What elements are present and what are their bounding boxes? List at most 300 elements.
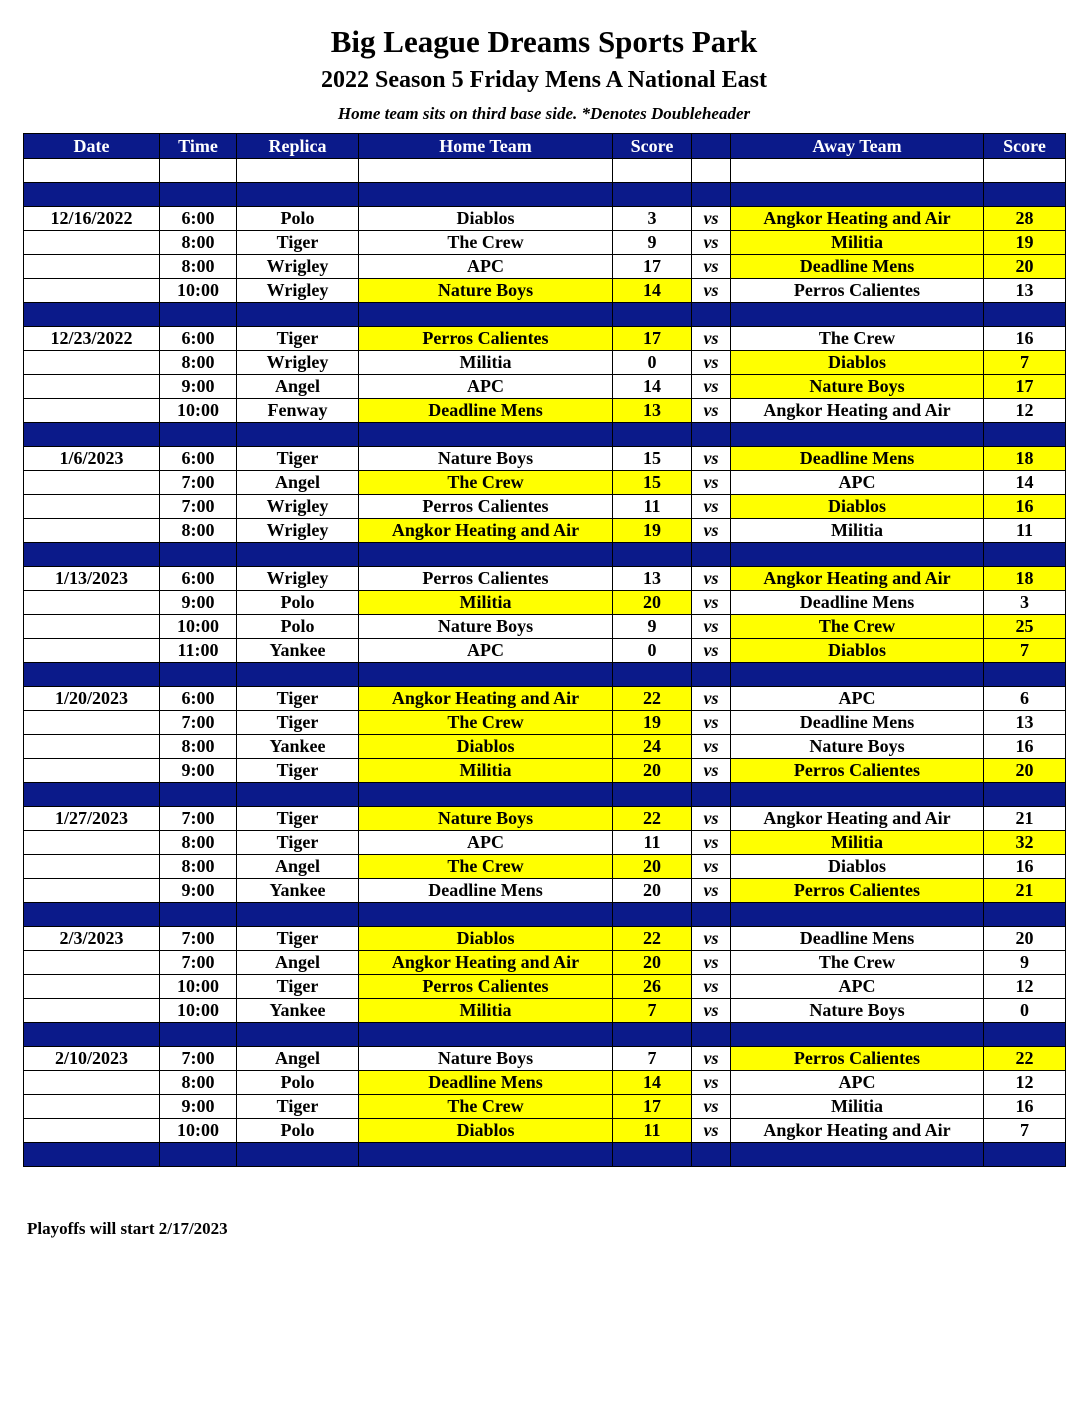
game-row: [24, 591, 1066, 615]
game-time: 10:00: [160, 399, 237, 423]
game-row: [24, 1119, 1066, 1143]
separator-band: [24, 1023, 1066, 1047]
away-team: Deadline Mens: [731, 447, 984, 471]
away-team: Nature Boys: [731, 999, 984, 1023]
away-team: APC: [731, 975, 984, 999]
away-score: 16: [984, 327, 1066, 351]
vs-label: vs: [692, 807, 731, 831]
away-score: 18: [984, 567, 1066, 591]
vs-label: vs: [692, 351, 731, 375]
away-team: Angkor Heating and Air: [731, 567, 984, 591]
game-replica-field: Wrigley: [237, 567, 359, 591]
vs-label: vs: [692, 879, 731, 903]
game-replica-field: Angel: [237, 375, 359, 399]
game-time: 11:00: [160, 639, 237, 663]
game-time: 9:00: [160, 1095, 237, 1119]
away-score: 22: [984, 1047, 1066, 1071]
away-score: 18: [984, 447, 1066, 471]
vs-label: vs: [692, 975, 731, 999]
game-row: [24, 279, 1066, 303]
away-team: APC: [731, 687, 984, 711]
separator-band: [24, 423, 1066, 447]
page-title: Big League Dreams Sports Park: [330, 24, 758, 59]
away-score: 16: [984, 855, 1066, 879]
game-replica-field: Polo: [237, 1119, 359, 1143]
home-team: Diablos: [359, 927, 613, 951]
home-score: 14: [613, 279, 692, 303]
column-header-away-score: Score: [984, 134, 1066, 159]
home-team: Nature Boys: [359, 1047, 613, 1071]
away-team: The Crew: [731, 615, 984, 639]
away-team: Nature Boys: [731, 735, 984, 759]
game-time: 7:00: [160, 1047, 237, 1071]
game-date-empty: [24, 1095, 160, 1119]
home-team: Militia: [359, 999, 613, 1023]
vs-label: vs: [692, 639, 731, 663]
home-score: 13: [613, 567, 692, 591]
away-score: 21: [984, 807, 1066, 831]
game-date-empty: [24, 255, 160, 279]
game-replica-field: Tiger: [237, 711, 359, 735]
home-score: 20: [613, 855, 692, 879]
home-team: Deadline Mens: [359, 1071, 613, 1095]
column-header-home-team: Home Team: [359, 134, 613, 159]
home-score: 14: [613, 375, 692, 399]
game-row: [24, 807, 1066, 831]
home-score: 15: [613, 471, 692, 495]
home-score: 24: [613, 735, 692, 759]
vs-label: vs: [692, 471, 731, 495]
game-time: 7:00: [160, 807, 237, 831]
game-replica-field: Tiger: [237, 807, 359, 831]
away-team: Angkor Heating and Air: [731, 207, 984, 231]
away-team: Deadline Mens: [731, 591, 984, 615]
game-row: [24, 831, 1066, 855]
game-row: [24, 447, 1066, 471]
vs-label: vs: [692, 711, 731, 735]
game-row: [24, 1071, 1066, 1095]
game-time: 10:00: [160, 615, 237, 639]
separator-band: [24, 303, 1066, 327]
game-time: 8:00: [160, 255, 237, 279]
away-team: Perros Calientes: [731, 279, 984, 303]
away-score: 16: [984, 1095, 1066, 1119]
game-time: 8:00: [160, 231, 237, 255]
game-replica-field: Tiger: [237, 327, 359, 351]
home-team: Perros Calientes: [359, 567, 613, 591]
game-row: [24, 687, 1066, 711]
game-row: [24, 567, 1066, 591]
separator-band: [24, 783, 1066, 807]
game-date-empty: [24, 975, 160, 999]
away-team: Militia: [731, 1095, 984, 1119]
vs-label: vs: [692, 855, 731, 879]
game-row: [24, 639, 1066, 663]
separator-band: [24, 903, 1066, 927]
home-team: Diablos: [359, 207, 613, 231]
home-score: 17: [613, 1095, 692, 1119]
vs-label: vs: [692, 1071, 731, 1095]
vs-label: vs: [692, 735, 731, 759]
home-score: 9: [613, 231, 692, 255]
game-time: 8:00: [160, 519, 237, 543]
game-date-empty: [24, 999, 160, 1023]
playoffs-note: Playoffs will start 2/17/2023: [27, 1219, 228, 1238]
vs-label: vs: [692, 447, 731, 471]
game-date: 12/23/2022: [24, 327, 160, 351]
away-team: Perros Calientes: [731, 759, 984, 783]
home-team: The Crew: [359, 231, 613, 255]
game-row: [24, 1095, 1066, 1119]
home-team: Deadline Mens: [359, 399, 613, 423]
home-score: 19: [613, 711, 692, 735]
column-header-vs: [692, 134, 731, 159]
away-score: 28: [984, 207, 1066, 231]
away-score: 9: [984, 951, 1066, 975]
game-row: [24, 495, 1066, 519]
away-score: 12: [984, 399, 1066, 423]
home-team: Diablos: [359, 735, 613, 759]
away-team: Diablos: [731, 495, 984, 519]
schedule-body: [24, 159, 1066, 1167]
away-team: Diablos: [731, 639, 984, 663]
schedule-note: Home team sits on third base side. *Denotes Doubleheader: [337, 104, 751, 123]
game-row: [24, 735, 1066, 759]
home-team: Diablos: [359, 1119, 613, 1143]
away-score: 25: [984, 615, 1066, 639]
away-score: 19: [984, 231, 1066, 255]
game-date-empty: [24, 399, 160, 423]
game-row: [24, 351, 1066, 375]
away-score: 20: [984, 927, 1066, 951]
game-time: 7:00: [160, 951, 237, 975]
separator-band: [24, 543, 1066, 567]
home-score: 17: [613, 255, 692, 279]
away-score: 11: [984, 519, 1066, 543]
away-team: Angkor Heating and Air: [731, 1119, 984, 1143]
away-team: Nature Boys: [731, 375, 984, 399]
game-time: 10:00: [160, 1119, 237, 1143]
game-time: 6:00: [160, 447, 237, 471]
page-subtitle: 2022 Season 5 Friday Mens A National East: [320, 67, 768, 93]
home-team: Nature Boys: [359, 447, 613, 471]
game-time: 9:00: [160, 591, 237, 615]
game-date-empty: [24, 1119, 160, 1143]
game-row: [24, 615, 1066, 639]
game-date-empty: [24, 831, 160, 855]
game-row: [24, 999, 1066, 1023]
game-date-empty: [24, 375, 160, 399]
home-score: 20: [613, 591, 692, 615]
game-date: 2/3/2023: [24, 927, 160, 951]
home-team: Nature Boys: [359, 279, 613, 303]
separator-band: [24, 1143, 1066, 1167]
away-team: Perros Calientes: [731, 1047, 984, 1071]
vs-label: vs: [692, 687, 731, 711]
game-replica-field: Polo: [237, 615, 359, 639]
home-team: Nature Boys: [359, 807, 613, 831]
away-team: APC: [731, 471, 984, 495]
game-date-empty: [24, 951, 160, 975]
game-date-empty: [24, 711, 160, 735]
home-team: Nature Boys: [359, 615, 613, 639]
away-score: 16: [984, 495, 1066, 519]
game-replica-field: Polo: [237, 207, 359, 231]
game-date-empty: [24, 615, 160, 639]
game-replica-field: Wrigley: [237, 495, 359, 519]
vs-label: vs: [692, 255, 731, 279]
home-team: Angkor Heating and Air: [359, 519, 613, 543]
vs-label: vs: [692, 207, 731, 231]
vs-label: vs: [692, 519, 731, 543]
game-date: 1/6/2023: [24, 447, 160, 471]
game-replica-field: Wrigley: [237, 519, 359, 543]
away-score: 14: [984, 471, 1066, 495]
away-score: 0: [984, 999, 1066, 1023]
home-score: 7: [613, 1047, 692, 1071]
away-score: 7: [984, 639, 1066, 663]
home-score: 15: [613, 447, 692, 471]
home-team: APC: [359, 255, 613, 279]
game-row: [24, 207, 1066, 231]
away-score: 13: [984, 279, 1066, 303]
game-time: 8:00: [160, 1071, 237, 1095]
game-date-empty: [24, 759, 160, 783]
home-team: Perros Calientes: [359, 975, 613, 999]
game-replica-field: Yankee: [237, 735, 359, 759]
game-time: 7:00: [160, 471, 237, 495]
game-date: 1/27/2023: [24, 807, 160, 831]
game-date-empty: [24, 1071, 160, 1095]
home-score: 20: [613, 879, 692, 903]
home-score: 19: [613, 519, 692, 543]
vs-label: vs: [692, 567, 731, 591]
game-replica-field: Wrigley: [237, 279, 359, 303]
home-team: Deadline Mens: [359, 879, 613, 903]
away-team: Deadline Mens: [731, 711, 984, 735]
game-row: [24, 951, 1066, 975]
away-team: The Crew: [731, 951, 984, 975]
game-row: [24, 519, 1066, 543]
column-header-replica: Replica: [237, 134, 359, 159]
away-score: 7: [984, 351, 1066, 375]
game-row: [24, 879, 1066, 903]
game-time: 6:00: [160, 567, 237, 591]
game-date: 1/20/2023: [24, 687, 160, 711]
game-time: 8:00: [160, 855, 237, 879]
away-score: 3: [984, 591, 1066, 615]
home-score: 13: [613, 399, 692, 423]
game-date: 2/10/2023: [24, 1047, 160, 1071]
game-date-empty: [24, 231, 160, 255]
game-replica-field: Yankee: [237, 639, 359, 663]
game-row: [24, 255, 1066, 279]
game-replica-field: Polo: [237, 591, 359, 615]
away-team: Militia: [731, 831, 984, 855]
game-time: 8:00: [160, 351, 237, 375]
column-header-home-score: Score: [613, 134, 692, 159]
table-header-row: [24, 134, 1066, 159]
away-team: Deadline Mens: [731, 927, 984, 951]
game-row: [24, 855, 1066, 879]
game-row: [24, 711, 1066, 735]
game-replica-field: Yankee: [237, 879, 359, 903]
game-date-empty: [24, 855, 160, 879]
game-time: 6:00: [160, 327, 237, 351]
game-time: 8:00: [160, 831, 237, 855]
home-team: APC: [359, 639, 613, 663]
game-row: [24, 375, 1066, 399]
game-replica-field: Tiger: [237, 687, 359, 711]
away-score: 12: [984, 1071, 1066, 1095]
vs-label: vs: [692, 495, 731, 519]
game-date: 1/13/2023: [24, 567, 160, 591]
separator-band: [24, 183, 1066, 207]
game-time: 9:00: [160, 759, 237, 783]
vs-label: vs: [692, 615, 731, 639]
game-row: [24, 1047, 1066, 1071]
game-time: 7:00: [160, 927, 237, 951]
vs-label: vs: [692, 927, 731, 951]
away-team: Militia: [731, 519, 984, 543]
game-replica-field: Angel: [237, 951, 359, 975]
column-header-date: Date: [24, 134, 160, 159]
game-replica-field: Fenway: [237, 399, 359, 423]
column-header-time: Time: [160, 134, 237, 159]
home-score: 0: [613, 639, 692, 663]
away-score: 17: [984, 375, 1066, 399]
game-date-empty: [24, 591, 160, 615]
vs-label: vs: [692, 1047, 731, 1071]
game-time: 9:00: [160, 375, 237, 399]
game-time: 10:00: [160, 975, 237, 999]
schedule-table: [23, 133, 1066, 1167]
away-team: Militia: [731, 231, 984, 255]
away-score: 6: [984, 687, 1066, 711]
game-row: [24, 471, 1066, 495]
vs-label: vs: [692, 1119, 731, 1143]
game-replica-field: Wrigley: [237, 255, 359, 279]
vs-label: vs: [692, 591, 731, 615]
home-team: The Crew: [359, 1095, 613, 1119]
home-score: 11: [613, 1119, 692, 1143]
game-time: 8:00: [160, 735, 237, 759]
away-score: 13: [984, 711, 1066, 735]
away-score: 32: [984, 831, 1066, 855]
away-team: Diablos: [731, 351, 984, 375]
game-row: [24, 231, 1066, 255]
game-replica-field: Yankee: [237, 999, 359, 1023]
game-row: [24, 399, 1066, 423]
away-score: 20: [984, 255, 1066, 279]
game-date-empty: [24, 735, 160, 759]
home-team: APC: [359, 375, 613, 399]
away-score: 20: [984, 759, 1066, 783]
column-header-away-team: Away Team: [731, 134, 984, 159]
home-score: 14: [613, 1071, 692, 1095]
home-score: 22: [613, 927, 692, 951]
away-score: 7: [984, 1119, 1066, 1143]
home-score: 0: [613, 351, 692, 375]
game-time: 9:00: [160, 879, 237, 903]
home-team: Angkor Heating and Air: [359, 687, 613, 711]
away-score: 21: [984, 879, 1066, 903]
game-replica-field: Angel: [237, 1047, 359, 1071]
home-team: APC: [359, 831, 613, 855]
away-team: The Crew: [731, 327, 984, 351]
game-row: [24, 327, 1066, 351]
game-replica-field: Polo: [237, 1071, 359, 1095]
game-time: 10:00: [160, 999, 237, 1023]
away-team: APC: [731, 1071, 984, 1095]
home-team: Militia: [359, 591, 613, 615]
game-replica-field: Tiger: [237, 831, 359, 855]
away-team: Angkor Heating and Air: [731, 399, 984, 423]
home-team: The Crew: [359, 855, 613, 879]
game-replica-field: Tiger: [237, 231, 359, 255]
home-score: 22: [613, 807, 692, 831]
game-time: 6:00: [160, 687, 237, 711]
game-date-empty: [24, 879, 160, 903]
game-time: 10:00: [160, 279, 237, 303]
game-date-empty: [24, 639, 160, 663]
game-replica-field: Tiger: [237, 759, 359, 783]
vs-label: vs: [692, 279, 731, 303]
game-time: 7:00: [160, 711, 237, 735]
game-date-empty: [24, 471, 160, 495]
home-score: 11: [613, 495, 692, 519]
game-replica-field: Angel: [237, 855, 359, 879]
away-team: Angkor Heating and Air: [731, 807, 984, 831]
game-replica-field: Tiger: [237, 1095, 359, 1119]
game-row: [24, 759, 1066, 783]
vs-label: vs: [692, 327, 731, 351]
vs-label: vs: [692, 231, 731, 255]
home-score: 20: [613, 951, 692, 975]
game-replica-field: Wrigley: [237, 351, 359, 375]
blank-row: [24, 159, 1066, 183]
separator-band: [24, 663, 1066, 687]
away-score: 12: [984, 975, 1066, 999]
vs-label: vs: [692, 399, 731, 423]
home-score: 11: [613, 831, 692, 855]
game-replica-field: Angel: [237, 471, 359, 495]
home-score: 7: [613, 999, 692, 1023]
game-date-empty: [24, 495, 160, 519]
game-date-empty: [24, 279, 160, 303]
home-score: 26: [613, 975, 692, 999]
game-date-empty: [24, 519, 160, 543]
away-team: Perros Calientes: [731, 879, 984, 903]
home-team: Militia: [359, 759, 613, 783]
away-score: 16: [984, 735, 1066, 759]
game-date: 12/16/2022: [24, 207, 160, 231]
vs-label: vs: [692, 831, 731, 855]
vs-label: vs: [692, 999, 731, 1023]
vs-label: vs: [692, 951, 731, 975]
home-score: 22: [613, 687, 692, 711]
vs-label: vs: [692, 375, 731, 399]
home-score: 20: [613, 759, 692, 783]
game-replica-field: Tiger: [237, 975, 359, 999]
home-team: Perros Calientes: [359, 327, 613, 351]
home-score: 17: [613, 327, 692, 351]
vs-label: vs: [692, 759, 731, 783]
game-replica-field: Tiger: [237, 927, 359, 951]
home-score: 3: [613, 207, 692, 231]
home-team: Angkor Heating and Air: [359, 951, 613, 975]
game-time: 6:00: [160, 207, 237, 231]
